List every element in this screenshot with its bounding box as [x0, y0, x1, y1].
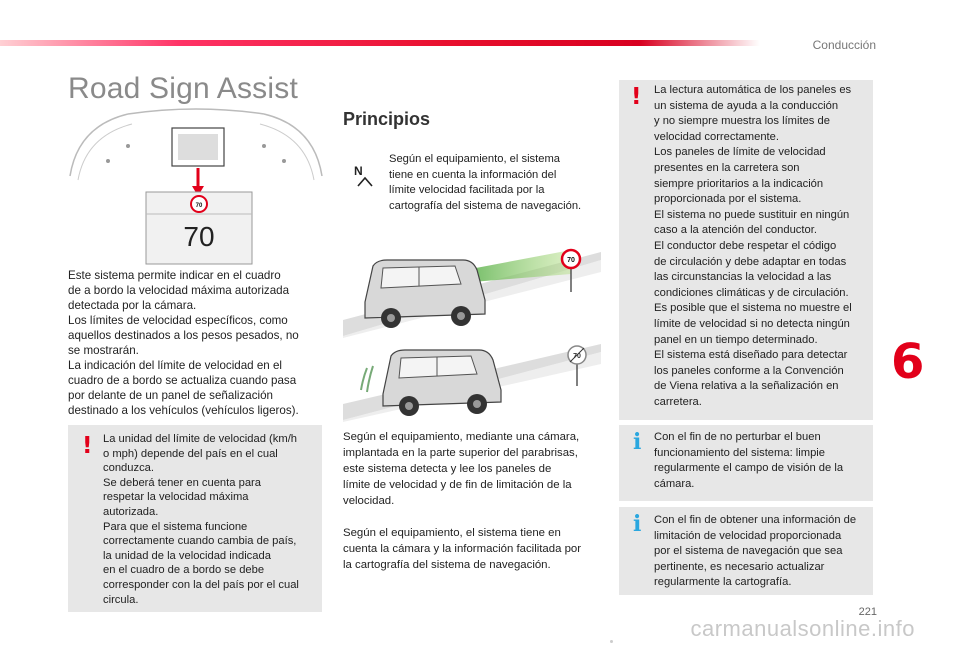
warning-icon: ! — [82, 433, 93, 459]
cartography-text: Según el equipamiento, el sistema tiene en cuenta la cámara y la información facilitada por la cartografía del sistema de navegación. — [343, 527, 582, 571]
watermark-dot — [610, 640, 613, 643]
page-title: Road Sign Assist — [68, 72, 298, 105]
sign-small-value: 70 — [195, 203, 203, 209]
van-camera-illustration-2 — [343, 338, 601, 422]
intro-text: Este sistema permite indicar en el cuadro de a bordo la velocidad máxima autorizada detectada por la cámara. Los límites de velocidad específicos, como aquellos destinados a los pesos pesados, no se mostrarán. La indicación del límite de velocidad en el cuadro de a bordo se actualiza cuando pasa por delante de un panel de señalización destinado a los vehículos (vehículos ligeros). — [68, 269, 299, 417]
section-label: Conducción — [812, 38, 876, 52]
svg-text:70: 70 — [573, 353, 581, 360]
van-camera-illustration-1 — [343, 240, 601, 338]
instrument-cluster-illustration — [68, 106, 324, 266]
map-info-box — [619, 507, 873, 595]
principles-heading: Principios — [343, 109, 431, 129]
unit-warning-box — [68, 425, 322, 612]
cluster-speed-display: 70 — [183, 221, 215, 252]
camera-info-box — [619, 425, 873, 501]
camera-text: Según el equipamiento, mediante una cámara, implantada en la parte superior del parabrisas, este sistema detecta y lee los paneles de límite de velocidad y de fin de limitación de la velocidad. — [343, 431, 580, 507]
car-sign-value: 70 — [567, 257, 575, 264]
reading-warning-text: La lectura automática de los paneles es un sistema de ayuda a la conducción y no siempre muestra los límites de velocidad correctamente. Los paneles de límite de velocidad presentes en la carretera son siempre prioritarios a la indicación proporcionada por el sistema. El sistema no puede sustituir en ningún caso a la atención del conductor. El conductor debe respetar el código de circulación y debe adaptar en todas las circunstancias la velocidad a las condiciones climáticas y de circulación. Es posible que el sistema no muestre el límite de velocidad si no detecta ningún panel en un tiempo determinado. El sistema está diseñado para detectar los paneles conforme a la Convención de Viena relativa a la señalización en carretera. — [654, 84, 852, 408]
camera-info-text: Con el fin de no perturbar el buen funcionamiento del sistema: limpie regularmente el campo de visión de la cámara. — [654, 431, 844, 490]
info-icon: i — [633, 429, 642, 455]
unit-warning-text: La unidad del límite de velocidad (km/h o mph) depende del país en el cual conduzca. Se deberá tener en cuenta para respetar la velocidad máxima autorizada. Para que el sistema funcione correctamente cuando cambia de país, la unidad de la velocidad indicada en el cuadro de a bordo se debe corresponder con la del país por el cual circula. — [103, 433, 299, 606]
info-icon: i — [633, 511, 642, 537]
navigation-text: Según el equipamiento, el sistema tiene en cuenta la información del límite velocidad facilitada por la cartografía del sistema de navegación. — [389, 153, 582, 212]
map-info-text: Con el fin de obtener una información de limitación de velocidad proporcionada por el sistema de navegación que sea pertinente, es necesario actualizar regularmente la cartografía. — [654, 514, 857, 589]
navigation-icon: N — [354, 164, 363, 178]
warning-icon: ! — [631, 84, 642, 110]
chapter-color-bar-fade — [640, 40, 760, 46]
chapter-color-bar — [0, 40, 640, 46]
watermark: carmanualsonline.info — [690, 616, 915, 641]
chapter-number: 6 — [891, 334, 925, 390]
reading-warning-box — [619, 80, 873, 420]
page-number: 221 — [858, 606, 877, 618]
